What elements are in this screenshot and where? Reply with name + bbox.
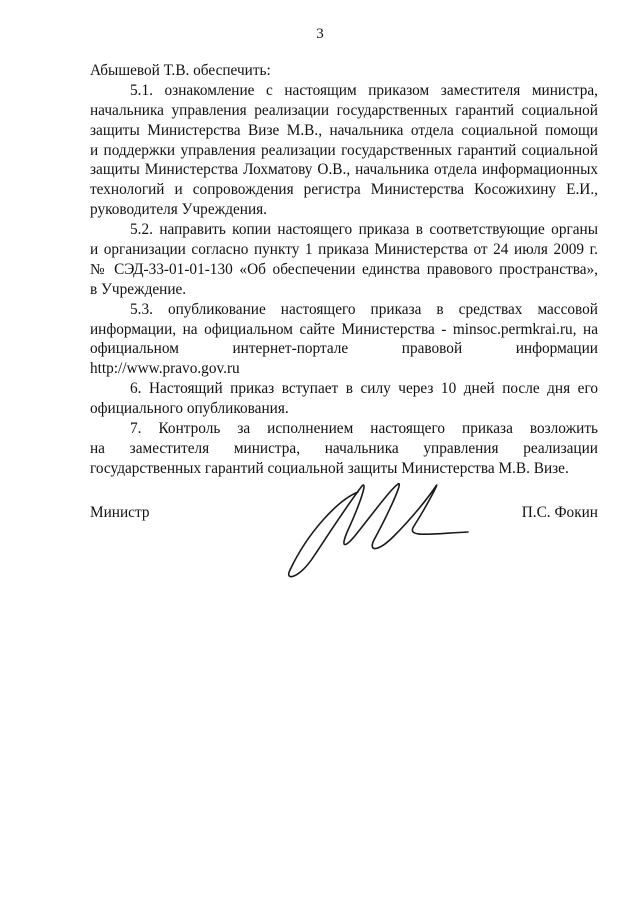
text-line: Абышевой Т.В. обеспечить: <box>90 62 271 79</box>
text-line: официальном интернет-портале правовой информации <box>90 340 598 358</box>
signatory-name: П.С. Фокин <box>521 504 598 521</box>
text-line: защиты Министерства Визе М.В., начальника отдела социальной помощи <box>90 121 598 139</box>
text-line: на заместителя министра, начальника управления реализации <box>90 439 598 457</box>
text-line: начальника управления реализации государственных гарантий социальной <box>90 101 598 119</box>
text-line: и поддержки управления реализации государственных гарантий социальной <box>90 141 598 159</box>
text-line: защиты Министерства Лохматову О.В., начальника отдела информационных <box>90 161 598 179</box>
text-line: информации, на официальном сайте Министерства - minsoc.permkrai.ru, на <box>90 320 598 338</box>
text-line: 5.1. ознакомление с настоящим приказом заместителя министра, <box>130 81 598 99</box>
text-line: 6. Настоящий приказ вступает в силу через 10 дней после дня его <box>130 380 598 398</box>
handwritten-signature <box>278 474 478 584</box>
text-line: технологий и сопровождения регистра Министерства Косожихину Е.И., <box>90 181 598 199</box>
text-line: и организации согласно пункту 1 приказа Министерства от 24 июля 2009 г. <box>90 241 598 259</box>
signatory-title: Министр <box>90 504 150 521</box>
text-line: 7. Контроль за исполнением настоящего приказа возложить <box>130 420 598 438</box>
text-line: 5.3. опубликование настоящего приказа в средствах массовой <box>130 300 598 318</box>
document-body <box>90 61 598 479</box>
page-number: 3 <box>316 26 324 42</box>
text-line: в Учреждение. <box>90 280 187 298</box>
text-line: http://www.pravo.gov.ru <box>90 360 240 378</box>
text-line: № СЭД-33-01-01-130 «Об обеспечении единства правового пространства», <box>90 260 598 278</box>
text-line: официального опубликования. <box>90 400 289 418</box>
text-line: государственных гарантий социальной защиты Министерства М.В. Визе. <box>90 459 569 477</box>
text-line: 5.2. направить копии настоящего приказа в соответствующие органы <box>130 221 598 239</box>
text-line: руководителя Учреждения. <box>90 201 267 219</box>
